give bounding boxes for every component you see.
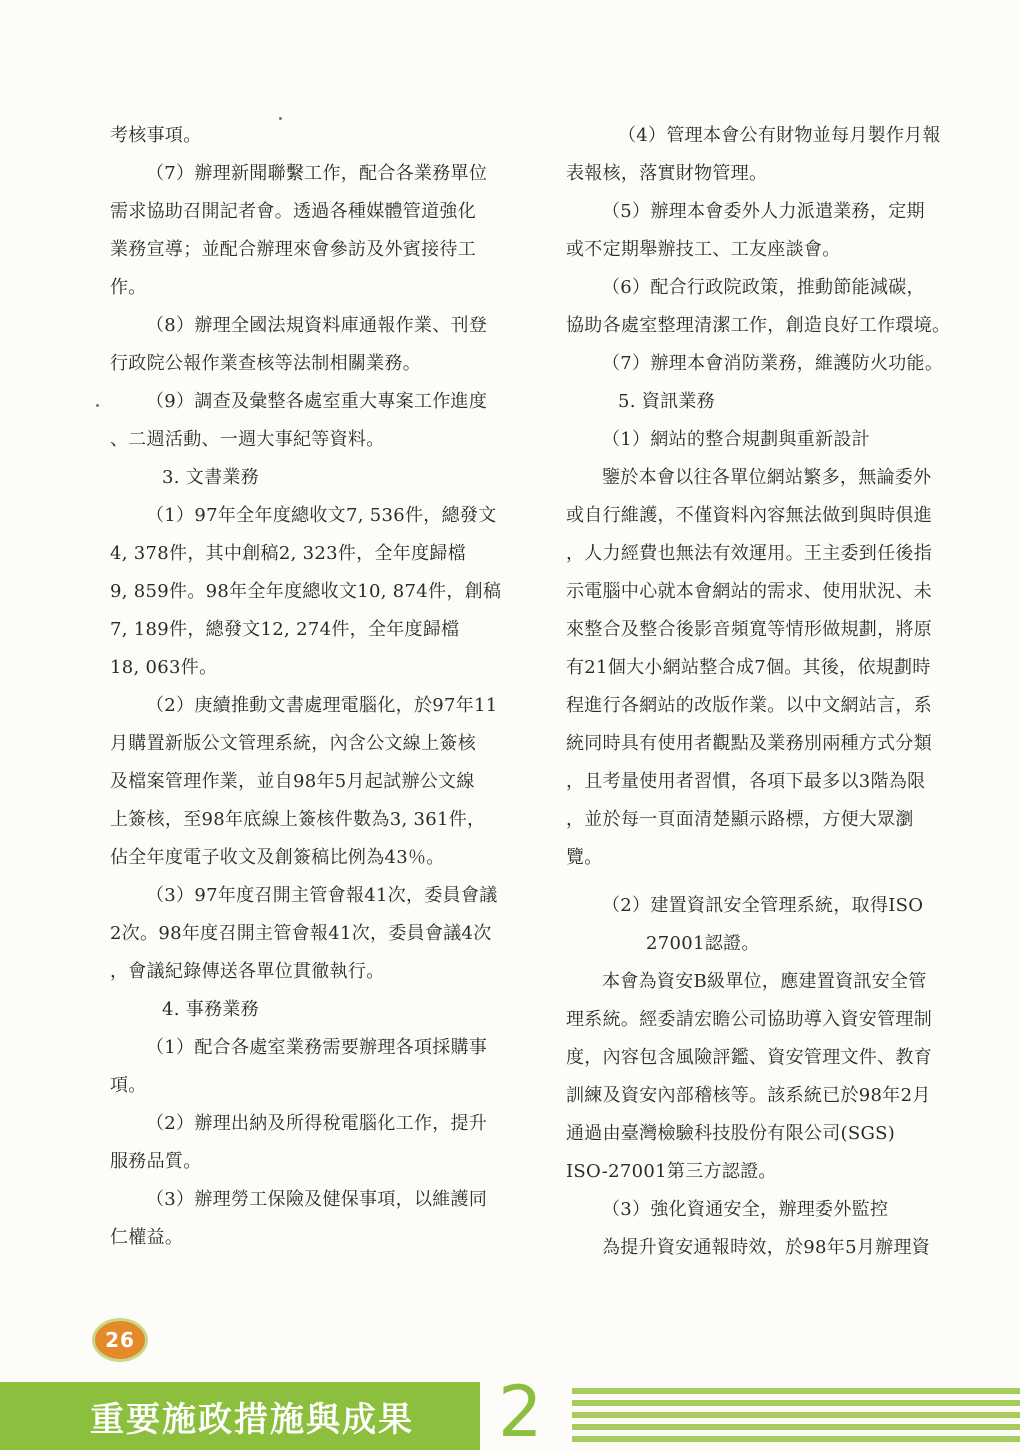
left-line: （9）調查及彙整各處室重大專案工作進度 bbox=[146, 391, 488, 412]
left-line: 、二週活動、一週大事紀等資料。 bbox=[110, 429, 385, 450]
left-line: 作。 bbox=[110, 277, 147, 298]
left-line: 佔全年度電子收文及創簽稿比例為43％。 bbox=[110, 847, 445, 868]
scan-speck bbox=[96, 404, 99, 407]
left-line: 4, 378件，其中創稿2, 323件，全年度歸檔 bbox=[110, 543, 467, 564]
left-line: （2）辦理出納及所得稅電腦化工作，提升 bbox=[146, 1113, 488, 1134]
left-line: 2次。98年度召開主管會報41次，委員會議4次 bbox=[110, 923, 492, 944]
right-line: 協助各處室整理清潔工作，創造良好工作環境。 bbox=[566, 315, 951, 336]
left-line: 上簽核，至98年底線上簽核件數為3, 361件， bbox=[110, 809, 486, 830]
right-line: 示電腦中心就本會網站的需求、使用狀況、未 bbox=[566, 581, 932, 602]
right-line: 統同時具有使用者觀點及業務別兩種方式分類 bbox=[566, 733, 932, 754]
left-line: （2）庚續推動文書處理電腦化，於97年11 bbox=[146, 695, 498, 716]
left-line: 及檔案管理作業，並自98年5月起試辦公文線 bbox=[110, 771, 475, 792]
right-line: 或自行維護，不僅資料內容無法做到與時俱進 bbox=[566, 505, 932, 526]
right-line: 或不定期舉辦技工、工友座談會。 bbox=[566, 239, 841, 260]
right-line: 程進行各網站的改版作業。以中文網站言，系 bbox=[566, 695, 932, 716]
left-line: 月購置新版公文管理系統，內含公文線上簽核 bbox=[110, 733, 476, 754]
left-line: （3）辦理勞工保險及健保事項，以維護同 bbox=[146, 1189, 488, 1210]
right-line: 表報核，落實財物管理。 bbox=[566, 163, 768, 184]
scan-speck bbox=[279, 117, 282, 120]
right-subheading: （2）建置資訊安全管理系統，取得ISO bbox=[602, 895, 924, 916]
right-line: ISO-27001第三方認證。 bbox=[566, 1161, 777, 1182]
right-line: （4）管理本會公有財物並每月製作月報 bbox=[618, 125, 941, 146]
stripe bbox=[572, 1424, 1020, 1430]
page-number-badge bbox=[92, 1318, 148, 1362]
left-line: （1）配合各處室業務需要辦理各項採購事 bbox=[146, 1037, 488, 1058]
left-line: 仁權益。 bbox=[110, 1227, 184, 1248]
left-line: 考核事項。 bbox=[110, 125, 202, 146]
right-line: 本會為資安B級單位，應建置資訊安全管 bbox=[602, 971, 927, 992]
right-line: 鑒於本會以往各單位網站繁多，無論委外 bbox=[602, 467, 932, 488]
left-line: （1）97年全年度總收文7, 536件，總發文 bbox=[146, 505, 497, 526]
stripe bbox=[572, 1400, 1020, 1406]
right-line: 有21個大小網站整合成7個。其後，依規劃時 bbox=[566, 657, 931, 678]
right-line: 來整合及整合後影音頻寬等情形做規劃，將原 bbox=[566, 619, 932, 640]
chapter-number: 2 bbox=[498, 1371, 543, 1453]
page-number: 26 bbox=[105, 1328, 135, 1352]
right-subheading: （1）網站的整合規劃與重新設計 bbox=[602, 429, 870, 450]
left-line: （7）辦理新聞聯繫工作，配合各業務單位 bbox=[146, 163, 488, 184]
right-line: 理系統。經委請宏瞻公司協助導入資安管理制 bbox=[566, 1009, 932, 1030]
stripe bbox=[572, 1436, 1020, 1442]
right-line: ，人力經費也無法有效運用。王主委到任後指 bbox=[566, 543, 932, 564]
stripe bbox=[572, 1388, 1020, 1394]
right-heading: 5. 資訊業務 bbox=[618, 391, 715, 412]
right-line: ，並於每一頁面清楚顯示路標，方便大眾瀏 bbox=[566, 809, 914, 830]
section-title: 重要施政措施與成果 bbox=[90, 1400, 414, 1440]
right-line: 通過由臺灣檢驗科技股份有限公司(SGS) bbox=[566, 1123, 896, 1144]
right-line: 訓練及資安內部稽核等。該系統已於98年2月 bbox=[566, 1085, 931, 1106]
footer-stripes bbox=[572, 1388, 1020, 1444]
right-subheading: 27001認證。 bbox=[646, 933, 760, 954]
right-subheading: （3）強化資通安全，辦理委外監控 bbox=[602, 1199, 889, 1220]
left-line: （8）辦理全國法規資料庫通報作業、刊登 bbox=[146, 315, 488, 336]
left-line: 18, 063件。 bbox=[110, 657, 218, 678]
left-heading: 4. 事務業務 bbox=[162, 999, 259, 1020]
right-line: （5）辦理本會委外人力派遣業務，定期 bbox=[602, 201, 925, 222]
left-line: 9, 859件。98年全年度總收文10, 874件，創稿 bbox=[110, 581, 502, 602]
left-line: 業務宣導；並配合辦理來會參訪及外賓接待工 bbox=[110, 239, 476, 260]
left-line: 需求協助召開記者會。透過各種媒體管道強化 bbox=[110, 201, 476, 222]
left-line: 項。 bbox=[110, 1075, 147, 1096]
right-line: ，且考量使用者習慣，各項下最多以3階為限 bbox=[566, 771, 926, 792]
left-line: ，會議紀錄傳送各單位貫徹執行。 bbox=[110, 961, 385, 982]
left-line: （3）97年度召開主管會報41次，委員會議 bbox=[146, 885, 498, 906]
left-heading: 3. 文書業務 bbox=[162, 467, 259, 488]
right-line: （7）辦理本會消防業務，維護防火功能。 bbox=[602, 353, 944, 374]
right-line: （6）配合行政院政策，推動節能減碳， bbox=[602, 277, 925, 298]
right-line: 覽。 bbox=[566, 847, 603, 868]
left-line: 7, 189件，總發文12, 274件，全年度歸檔 bbox=[110, 619, 460, 640]
right-line: 度，內容包含風險評鑑、資安管理文件、教育 bbox=[566, 1047, 932, 1068]
stripe bbox=[572, 1412, 1020, 1418]
left-line: 行政院公報作業查核等法制相關業務。 bbox=[110, 353, 422, 374]
right-line: 為提升資安通報時效，於98年5月辦理資 bbox=[602, 1237, 931, 1258]
left-line: 服務品質。 bbox=[110, 1151, 202, 1172]
